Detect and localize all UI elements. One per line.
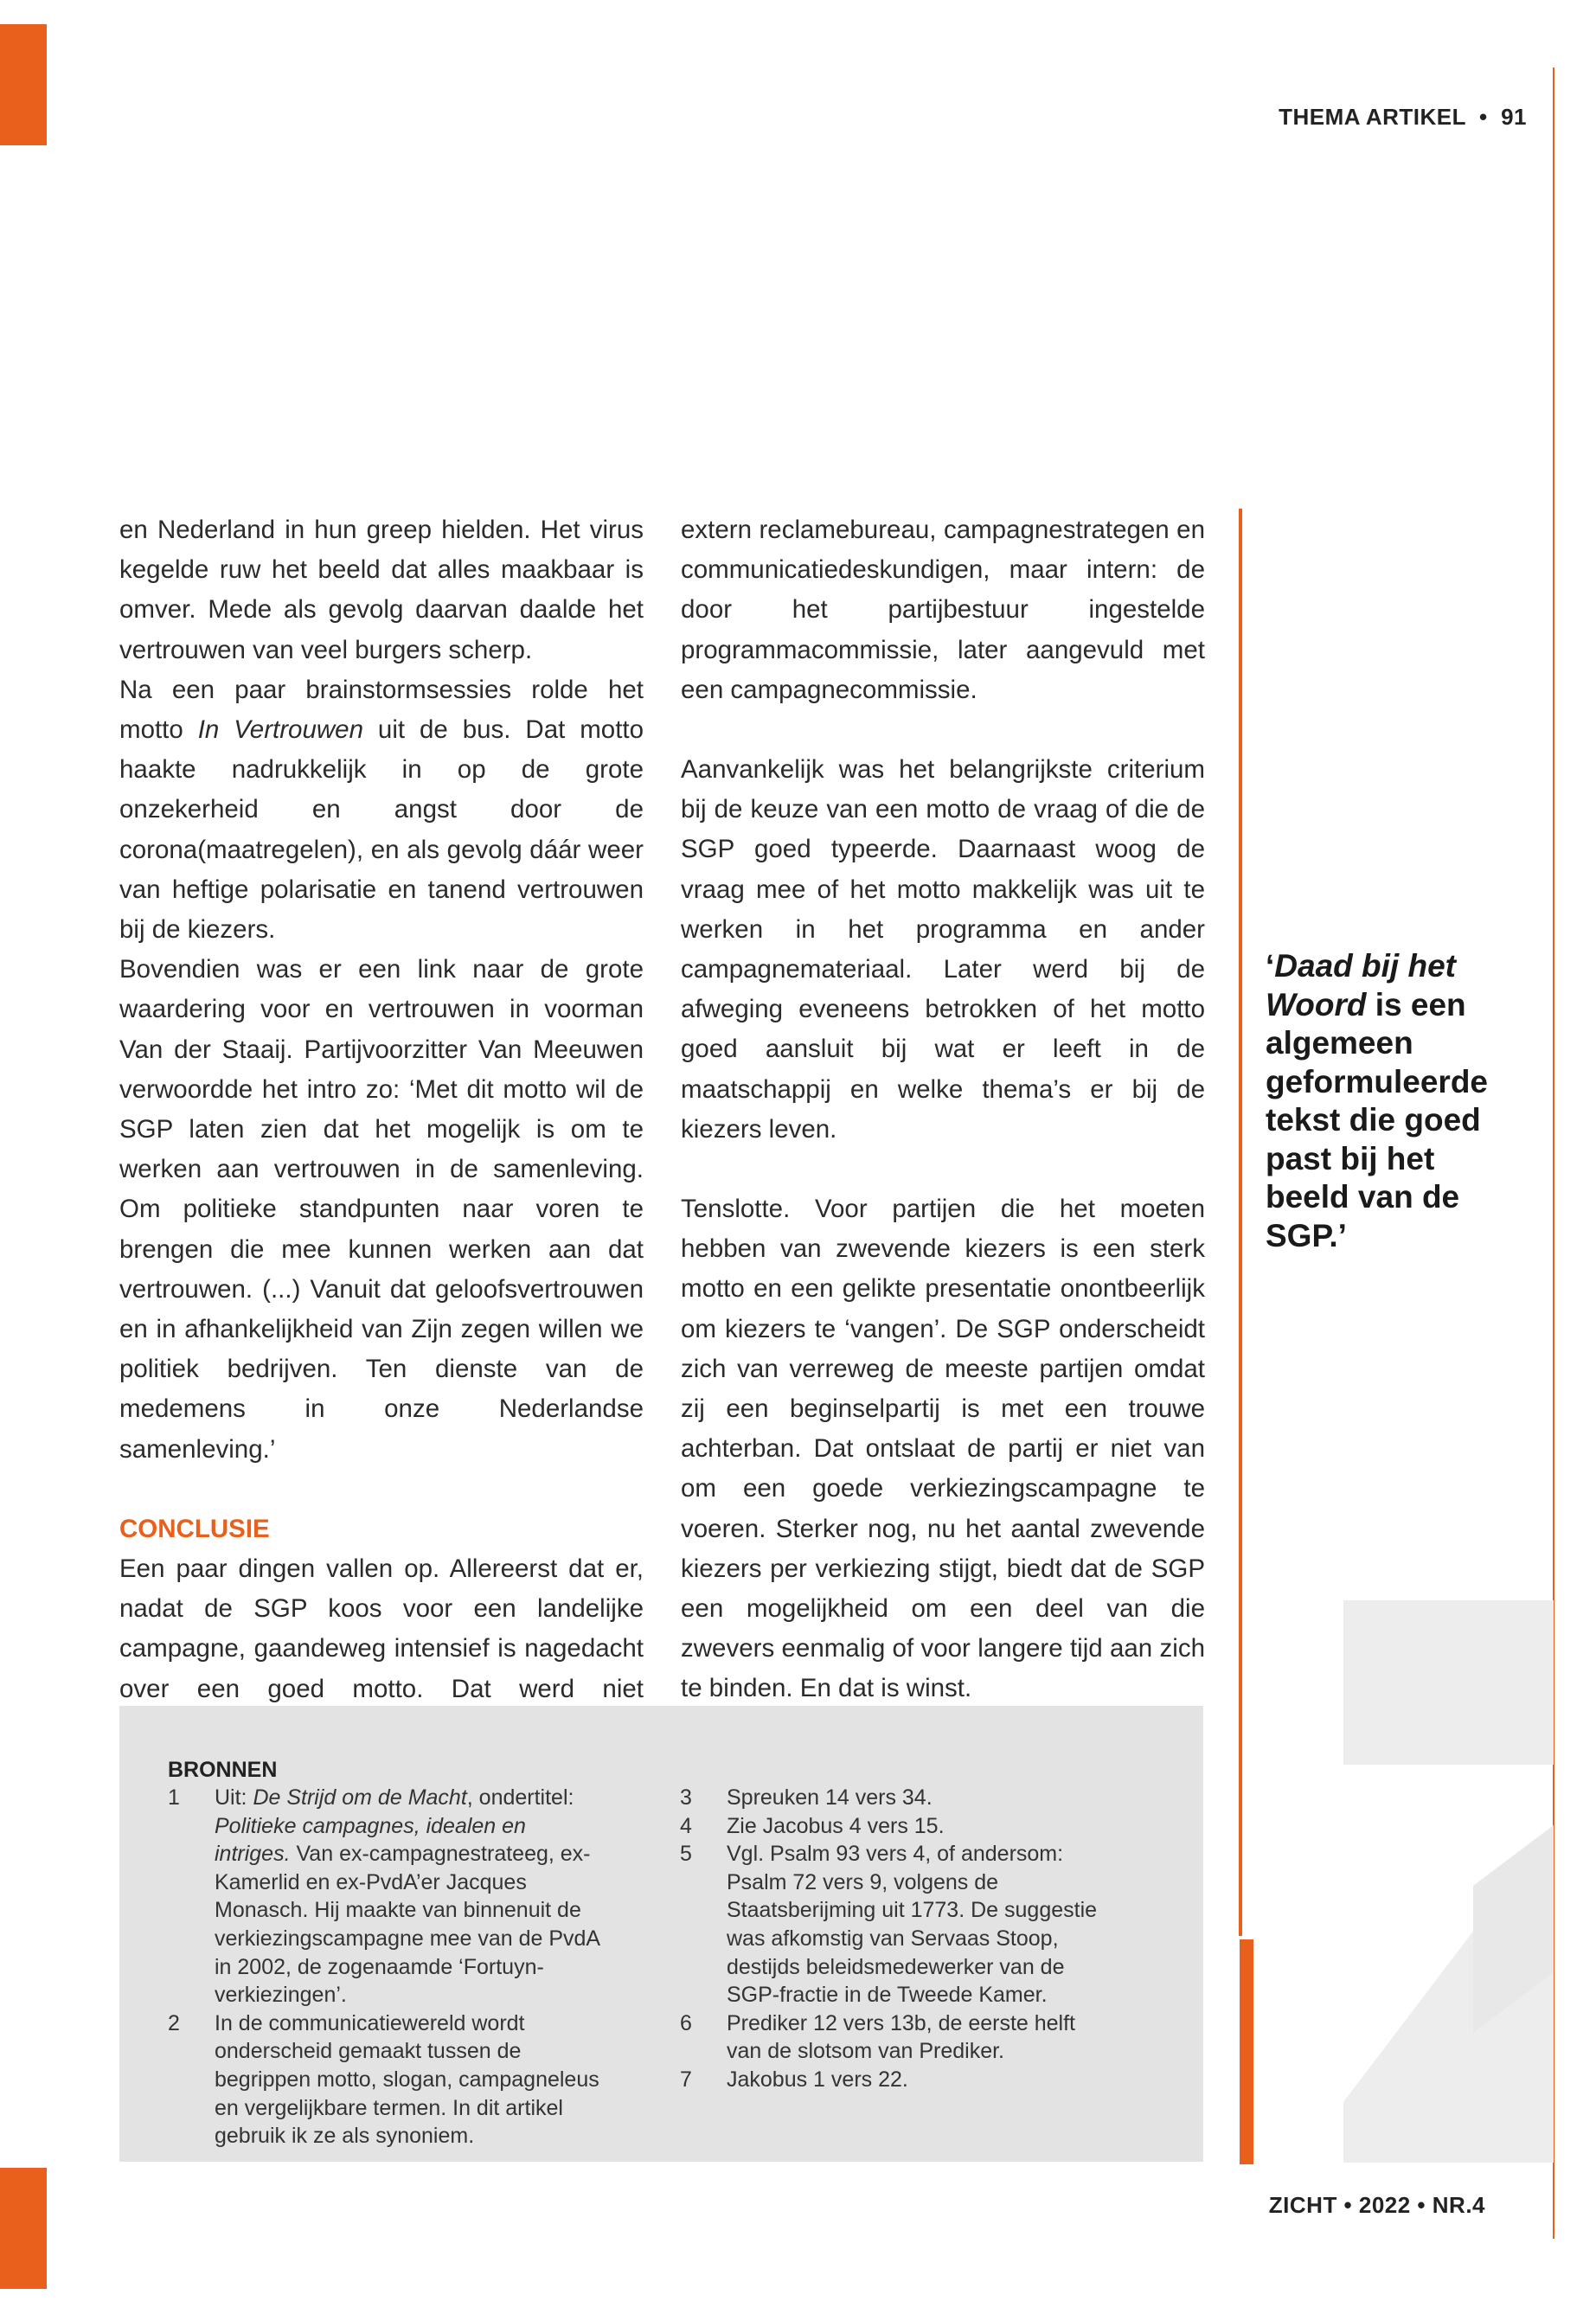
body-paragraph: Tenslotte. Voor partijen die het moeten hebben van zwevende kiezers is een sterk motto en een gelikte presentatie onontbeerlijk om kiezers te ‘vangen’. De SGP onderscheidt zich van verreweg de meeste partijen omdat zij een beginselpartij is met een trouwe achterban. Dat ontslaat de partij er niet van om een goede verkiezingscampagne te voeren. Sterker nog, nu het aantal zwevende kiezers per verkiezing stijgt, biedt dat de SGP een mogelijkheid om een deel van die zwevers eenmalig of voor langere tijd aan zich te binden. En dat is winst. — [681, 1195, 1205, 1703]
header-page-number: 91 — [1501, 104, 1527, 130]
source-item: 1 Uit: De Strijd om de Macht, ondertitel: Politieke campagnes, idealen en intriges. Van ex-campagnestrateeg, ex-Kamerlid en ex-PvdA’er Jacques Monasch. Hij maakte van binnenuit de verkiezingscampagne mee van de PvdA in 2002, de zogenaamde ‘Fortuyn-verkiezingen’. — [168, 1785, 599, 2008]
sources-box — [119, 1706, 1203, 2162]
source-item: 4 Zie Jacobus 4 vers 15. — [680, 1813, 945, 1838]
pull-quote-emphasis: Daad bij het Woord — [1266, 948, 1456, 1022]
body-paragraph: Een paar dingen vallen op. Allereerst dat er, nadat de SGP koos voor een landelijke campagne, gaandeweg intensief is nagedacht over een goed motto. Dat werd niet — [119, 1554, 644, 1703]
middle-column — [681, 510, 1205, 1709]
section-heading-conclusie: CONCLUSIE — [119, 1514, 270, 1543]
source-item: 3 Spreuken 14 vers 34. — [680, 1785, 933, 1810]
left-column — [119, 510, 644, 1749]
running-header — [1279, 104, 1527, 131]
bottom-left-accent-bar — [0, 2168, 47, 2289]
sources-left-list — [168, 1784, 600, 2150]
pull-quote: ‘Daad bij het Woord is een algemeen geformuleerde tekst die goed past bij het beeld van de SGP.’ — [1266, 948, 1489, 1253]
body-paragraph: Na een paar brainstormsessies rolde het motto In Vertrouwen uit de bus. Dat motto haakte nadrukkelijk in op de grote onzekerheid en angst door de corona(maatregelen), en als gevolg dáár weer van heftige polarisatie en tanend vertrouwen bij de kiezers. — [119, 675, 644, 945]
header-section: THEMA ARTIKEL — [1279, 104, 1466, 130]
decorative-z-shape — [1343, 1600, 1554, 2163]
source-item: 2 In de communicatiewereld wordt onderscheid gemaakt tussen de begrippen motto, slogan, campagneleus en vergelijkbare termen. In dit artikel gebruik ik ze als synoniem. — [168, 2010, 599, 2149]
source-item: 6 Prediker 12 vers 13b, de eerste helft van de slotsom van Prediker. — [680, 2010, 1076, 2064]
source-item: 5 Vgl. Psalm 93 vers 4, of andersom: Psalm 72 vers 9, volgens de Staatsberijming uit 1773. De suggestie was afkomstig van Servaas Stoop, destijds beleidsmedewerker van de SGP-fractie in de Tweede Kamer. — [680, 1842, 1098, 2008]
sources-title: BRONNEN — [168, 1758, 278, 1782]
source-item: 7 Jakobus 1 vers 22. — [680, 2067, 908, 2092]
body-paragraph: en Nederland in hun greep hielden. Het virus kegelde ruw het beeld dat alles maakbaar is omver. Mede als gevolg daarvan daalde het vertrouwen van veel burgers scherp. — [119, 516, 644, 664]
motto-emphasis: In Vertrouwen — [197, 715, 363, 745]
sources-right-list — [680, 1784, 1112, 2094]
header-bullet: • — [1472, 104, 1495, 130]
right-bottom-accent — [1240, 1939, 1253, 2164]
top-left-accent-bar — [0, 24, 47, 145]
pull-quote-rule — [1239, 509, 1242, 1936]
body-paragraph: Bovendien was er een link naar de grote waardering voor en vertrouwen in voorman Van der Staaij. Partijvoorzitter Van Meeuwen verwoordde het intro zo: ‘Met dit motto wil de SGP laten zien dat het mogelijk is om te werken aan vertrouwen in de samenleving. Om politieke standpunten naar voren te brengen die mee kunnen werken aan dat vertrouwen. (...) Vanuit dat geloofsvertrouwen en in afhankelijkheid van Zijn zegen willen we politiek bedrijven. Ten dienste van de medemens in onze Nederlandse samenleving.’ — [119, 955, 644, 1464]
body-paragraph: extern reclamebureau, campagnestrategen en communicatiedeskundigen, maar intern: de door het partijbestuur ingestelde programmacommissie, later aangevuld met een campagnecommissie. — [681, 516, 1205, 704]
body-paragraph: Aanvankelijk was het belangrijkste criterium bij de keuze van een motto de vraag of die de SGP goed typeerde. Daarnaast woog de vraag mee of het motto makkelijk was uit te werken in het programma en ander campagnemateriaal. Later werd bij de afweging eveneens betrokken of het motto goed aansluit bij wat er leeft in de maatschappij en welke thema’s er bij de kiezers leven. — [681, 755, 1205, 1144]
running-footer: ZICHT • 2022 • NR.4 — [1268, 2192, 1485, 2218]
